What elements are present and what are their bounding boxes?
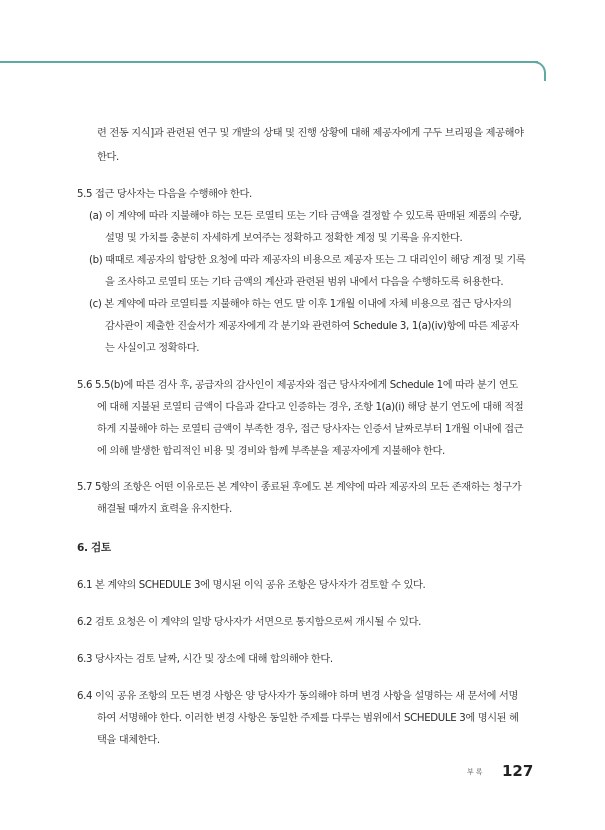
text-line: 해결될 때까지 효력을 유지한다. (97, 504, 232, 515)
footer-label: 부록 (467, 768, 485, 776)
text-line: 에 의해 발생한 합리적인 비용 및 경비와 함께 부족분을 제공자에게 지불해야 한다. (97, 446, 445, 457)
header-rule (0, 61, 538, 63)
text-line: 에 대해 지불된 로열티 금액이 다음과 같다고 인증하는 경우, 조항 1(a)(i) 해당 분기 연도에 대해 적절 (97, 402, 524, 413)
text-line: 감사관이 제출한 진술서가 제공자에게 각 분기와 관련하여 Schedule 3, 1(a)(iv)항에 따른 제공자 (105, 321, 519, 332)
page-number: 127 (502, 762, 534, 780)
text-line: 한다. (97, 152, 119, 163)
text-line: 을 조사하고 로열티 또는 기타 금액의 계산과 관련된 범위 내에서 다음을 수행하도록 허용한다. (105, 277, 504, 288)
text-line: 하게 지불해야 하는 로열티 금액이 부족한 경우, 접근 당사자는 인증서 날짜로부터 1개월 이내에 접근 (97, 424, 524, 435)
text-line: 설명 및 가치를 충분히 자세하게 보여주는 정확하고 정확한 계정 및 기록을 유지한다. (105, 233, 463, 244)
clause-5-6: 5.6 5.5(b)에 따른 검사 후, 공급자의 감사인이 제공자와 접근 당사자에게 Schedule 1에 따라 분기 연도 (77, 380, 518, 391)
clause-5-5-a: (a) 이 계약에 따라 지불해야 하는 모든 로열티 또는 기타 금액을 결정할 수 있도록 판매된 제품의 수량, (89, 211, 522, 222)
text-line: 택을 대체한다. (97, 735, 160, 746)
clause-6-3: 6.3 당사자는 검토 날짜, 시간 및 장소에 대해 합의해야 한다. (77, 654, 333, 665)
section-heading-review: 6. 검토 (77, 542, 111, 554)
text-line: 련 전동 지식]과 관련된 연구 및 개발의 상태 및 진행 상황에 대해 제공자에게 구두 브리핑을 제공해야 (97, 128, 524, 139)
clause-6-2: 6.2 검토 요청은 이 계약의 일방 당사자가 서면으로 통지함으로써 개시될 수 있다. (77, 617, 422, 628)
clause-6-1: 6.1 본 계약의 SCHEDULE 3에 명시된 이익 공유 조항은 당사자가 검토할 수 있다. (77, 580, 426, 591)
clause-5-5-b: (b) 때때로 제공자의 합당한 요청에 따라 제공자의 비용으로 제공자 또는 그 대리인이 해당 계정 및 기록 (89, 255, 526, 266)
clause-6-4: 6.4 이익 공유 조항의 모든 변경 사항은 양 당사자가 동의해야 하며 변경 사항을 설명하는 새 문서에 서명 (77, 691, 519, 702)
text-line: 는 사실이고 정확하다. (105, 343, 200, 354)
clause-5-5: 5.5 접근 당사자는 다음을 수행해야 한다. (77, 189, 252, 200)
clause-5-5-c: (c) 본 계약에 따라 로열티를 지불해야 하는 연도 말 이후 1개월 이내에 자체 비용으로 접근 당사자의 (89, 299, 512, 310)
text-line: 하여 서명해야 한다. 이러한 변경 사항은 동일한 주제를 다루는 범위에서 SCHEDULE 3에 명시된 혜 (97, 713, 519, 724)
clause-5-7: 5.7 5항의 조항은 어떤 이유로든 본 계약이 종료된 후에도 본 계약에 따라 제공자의 모든 존재하는 청구가 (77, 482, 522, 493)
header-rule-corner (526, 61, 546, 81)
